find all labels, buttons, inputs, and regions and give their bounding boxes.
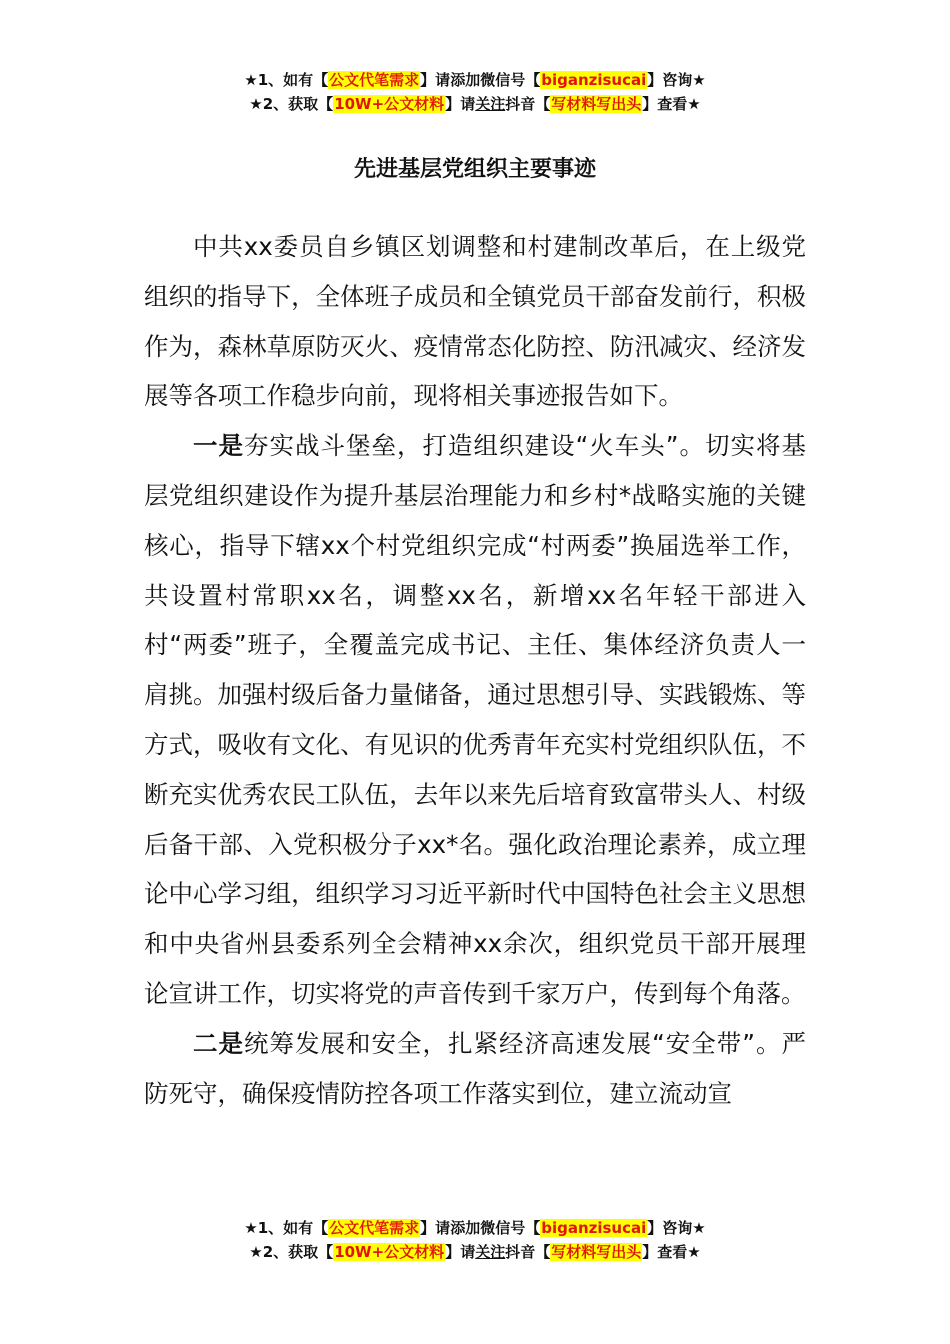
banner-text: 】查看★ xyxy=(642,1243,701,1261)
banner-text: 】咨询★ xyxy=(647,71,706,89)
banner-highlight: 公文代笔需求 xyxy=(329,71,420,89)
banner-highlight: 10W+公文材料 xyxy=(334,95,445,113)
banner-text: 微信号【 xyxy=(480,71,541,89)
banner-text: 】请 xyxy=(420,71,451,89)
banner-emphasis: 关注 xyxy=(475,95,506,113)
banner-text: 】请 xyxy=(445,95,476,113)
paragraph-text: 中共xx委员自乡镇区划调整和村建制改革后，在上级党组织的指导下，全体班子成员和全镇党员干部奋发前行，积极作为，森林草原防灭火、疫情常态化防控、防汛减灾、经济发展等各项工作稳步向前，现将相关事迹报告如下。 xyxy=(144,232,806,411)
header-banner xyxy=(0,68,950,116)
paragraph-lead: 一是 xyxy=(193,431,245,461)
paragraph-text: 夯实战斗堡垒，打造组织建设“火车头”。切实将基层党组织建设作为提升基层治理能力和乡村*战略实施的关键核心，指导下辖xx个村党组织完成“村两委”换届选举工作，共设置村常职xx名，调整xx名，新增xx名年轻干部进入村“两委”班子，全覆盖完成书记、主任、集体经济负责人一肩挑。加强村级后备力量储备，通过思想引导、实践锻炼、等方式，吸收有文化、有见识的优秀青年充实村党组织队伍，不断充实优秀农民工队伍，去年以来先后培育致富带头人、村级后备干部、入党积极分子xx*名。强化政治理论素养，成立理论中心学习组，组织学习习近平新时代中国特色社会主义思想和中央省州县委系列全会精神xx余次，组织党员干部开展理论宣讲工作，切实将党的声音传到千家万户，传到每个角落。 xyxy=(144,431,806,1008)
banner-highlight: 10W+公文材料 xyxy=(334,1243,445,1261)
banner-line-2 xyxy=(0,92,950,116)
banner-text: 微信号【 xyxy=(480,1219,541,1237)
document-body xyxy=(144,222,806,1172)
banner-emphasis: 关注 xyxy=(475,1243,506,1261)
footer-banner xyxy=(0,1216,950,1264)
banner-text: 】请 xyxy=(420,1219,451,1237)
paragraph-intro xyxy=(144,222,806,421)
banner-highlight: 公文代笔需求 xyxy=(329,1219,420,1237)
banner-text: 抖音【 xyxy=(505,1243,551,1261)
banner-douyin-account: 写材料写出头 xyxy=(551,95,642,113)
banner-emphasis: 添加 xyxy=(450,1219,481,1237)
banner-text: 】请 xyxy=(445,1243,476,1261)
banner-text: 】查看★ xyxy=(642,95,701,113)
banner-line-2 xyxy=(0,1240,950,1264)
banner-wechat-id: biganzisucai xyxy=(541,71,647,89)
banner-text: ★2、获取【 xyxy=(249,1243,334,1261)
banner-wechat-id: biganzisucai xyxy=(541,1219,647,1237)
banner-text: ★2、获取【 xyxy=(249,95,334,113)
document-title: 先进基层党组织主要事迹 xyxy=(353,157,596,182)
banner-text: 】咨询★ xyxy=(647,1219,706,1237)
banner-douyin-account: 写材料写出头 xyxy=(551,1243,642,1261)
banner-emphasis: 添加 xyxy=(450,71,481,89)
paragraph-text: 统筹发展和安全，扎紧经济高速发展“安全带”。严防死守，确保疫情防控各项工作落实到位，建立流动宣 xyxy=(144,1028,806,1108)
banner-line-1 xyxy=(0,68,950,92)
banner-text: 抖音【 xyxy=(505,95,551,113)
paragraph-point-2 xyxy=(144,1019,806,1119)
banner-text: ★1、如有【 xyxy=(244,71,329,89)
paragraph-point-1 xyxy=(144,421,806,1019)
banner-text: ★1、如有【 xyxy=(244,1219,329,1237)
banner-line-1 xyxy=(0,1216,950,1240)
paragraph-lead: 二是 xyxy=(193,1028,245,1058)
